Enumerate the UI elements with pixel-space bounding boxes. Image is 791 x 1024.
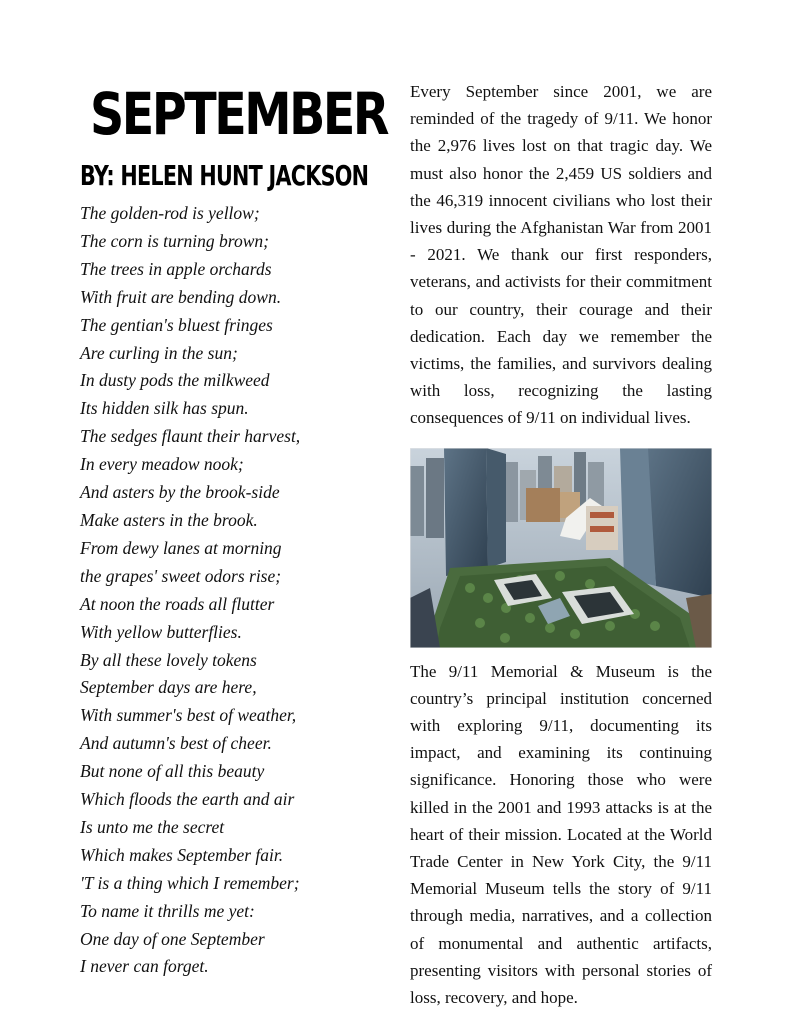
poem-line: At noon the roads all flutter xyxy=(80,593,275,614)
poem-line: To name it thrills me yet: xyxy=(80,900,255,921)
museum-paragraph: The 9/11 Memorial & Museum is the country’s principal institution concerned with exploring 9/11, documenting its impact, and examining its continuing significance. Honoring those who were killed in the 2001 and 1993 attacks is at the heart of their mission. Located at the World Trade Center in New York City, the 9/11 Memorial Museum tells the story of 9/11 through media, narratives, and a collection of monumental and authentic artifacts, presenting visitors with personal stories of loss, recovery, and hope. xyxy=(410,661,712,1008)
memorial-aerial-photo xyxy=(410,448,712,648)
poem-line: By all these lovely tokens xyxy=(80,649,257,670)
poem-line: One day of one September xyxy=(80,928,265,949)
poem-line: In every meadow nook; xyxy=(80,454,244,475)
article-column xyxy=(410,78,712,1011)
poem-line: September days are here, xyxy=(80,677,257,698)
poem-line: The gentian's bluest fringes xyxy=(80,314,273,335)
intro-paragraph: Every September since 2001, we are reminded of the tragedy of 9/11. We honor the 2,976 lives lost on that tragic day. We must also honor the 2,459 US soldiers and the 46,319 innocent civilians who lost their lives during the Afghanistan War from 2001 - 2021. We thank our first responders, veterans, and activists for their commitment to our country, their courage and their dedication. Each day we remember the victims, the families, and survivors dealing with loss, recognizing the lasting consequences of 9/11 on individual lives. xyxy=(410,82,712,428)
poem-line: Are curling in the sun; xyxy=(80,342,238,363)
poem-line: Which makes September fair. xyxy=(80,844,284,865)
poem-line: Make asters in the brook. xyxy=(80,509,258,530)
poem-line: The golden-rod is yellow; xyxy=(80,203,260,223)
poem-line: The trees in apple orchards xyxy=(80,258,272,279)
poem-line: Which floods the earth and air xyxy=(80,789,295,810)
poem-line: the grapes' sweet odors rise; xyxy=(80,565,282,586)
poem-line: And asters by the brook-side xyxy=(80,482,280,503)
poem-line: With fruit are bending down. xyxy=(80,286,282,307)
poem-line: The corn is turning brown; xyxy=(80,230,269,251)
poem-line: In dusty pods the milkweed xyxy=(80,370,270,391)
poem-line: With yellow butterflies. xyxy=(80,621,242,642)
author-byline: BY: HELEN HUNT JACKSON xyxy=(80,159,369,192)
poem-line: From dewy lanes at morning xyxy=(80,537,282,558)
poem-line: And autumn's best of cheer. xyxy=(80,733,272,754)
poem-line: Is unto me the secret xyxy=(80,816,225,837)
poem-line: With summer's best of weather, xyxy=(80,705,297,726)
poem-line: Its hidden silk has spun. xyxy=(80,398,249,419)
poem-line: But none of all this beauty xyxy=(80,761,265,782)
poem-text xyxy=(80,200,390,981)
poem-line: 'T is a thing which I remember; xyxy=(80,872,300,893)
poem-line: The sedges flaunt their harvest, xyxy=(80,426,301,447)
page-title: SEPTEMBER xyxy=(90,80,388,148)
poem-column xyxy=(80,80,390,981)
poem-line: I never can forget. xyxy=(80,956,209,977)
